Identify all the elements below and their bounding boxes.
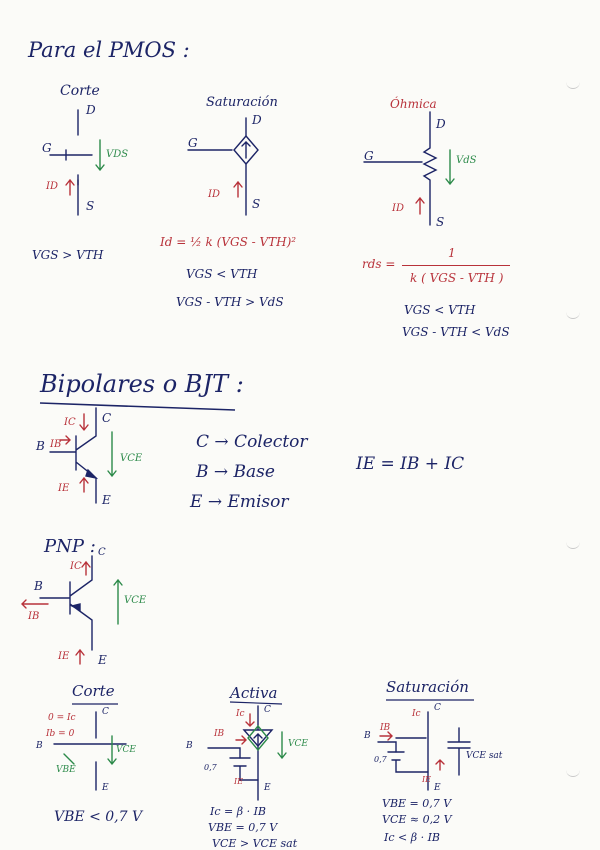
region-corte-b: B <box>36 741 43 751</box>
region-sat-vbe-val: 0,7 <box>374 755 387 764</box>
pmos-ohm-vds: VdS <box>456 155 477 166</box>
pmos-ohm-formula-lhs: rds = <box>362 257 396 271</box>
bjt-e: E <box>102 493 111 507</box>
region-activa-ic: Ic <box>236 709 245 719</box>
pmos-ohm-cond2: VGS - VTH < VdS <box>402 325 510 339</box>
region-activa-b: B <box>186 741 193 751</box>
pmos-title: Para el PMOS : <box>28 38 190 62</box>
bjt-b: B <box>36 439 45 453</box>
region-sat-vce: VCE sat <box>466 751 503 761</box>
region-activa-eq1: Ic = β · IB <box>210 805 266 818</box>
region-corte-c: C <box>102 707 109 717</box>
region-activa-c: C <box>264 705 271 715</box>
region-activa-vce: VCE <box>288 739 308 749</box>
pmos-corte-heading: Corte <box>60 83 100 99</box>
region-corte-vbe: VBE <box>56 765 76 775</box>
pmos-corte-g: G <box>42 141 52 155</box>
pmos-corte-condition: VGS > VTH <box>32 248 104 262</box>
pmos-sat-heading: Saturación <box>206 95 278 110</box>
region-activa-ib: IB <box>214 729 225 739</box>
pnp-b: B <box>34 579 43 593</box>
region-activa-ie: IE <box>234 777 243 786</box>
bjt-ie: IE <box>58 483 70 494</box>
bjt-legend-b: B → Base <box>196 462 275 482</box>
region-sat-c: C <box>434 703 441 713</box>
region-corte-ib-zero: Ib = 0 <box>46 729 75 739</box>
pmos-sat-id: ID <box>208 189 220 200</box>
pnp-ib: IB <box>28 611 40 622</box>
pnp-ie: IE <box>58 651 70 662</box>
pnp-vce: VCE <box>124 595 147 606</box>
pmos-ohm-formula-den: k ( VGS - VTH ) <box>410 271 504 285</box>
bjt-title: Bipolares o BJT : <box>40 370 244 398</box>
region-corte-ic-zero: 0 = Ic <box>48 713 76 723</box>
pmos-sat-cond2: VGS - VTH > VdS <box>176 295 284 309</box>
bjt-current-relation: IE = IB + IC <box>356 454 465 474</box>
pmos-ohm-g: G <box>364 149 374 163</box>
pmos-corte-id: ID <box>46 181 58 192</box>
region-sat-e: E <box>434 783 441 793</box>
bjt-legend-e: E → Emisor <box>190 492 289 512</box>
pmos-ohm-heading: Óhmica <box>390 97 437 111</box>
region-activa-heading: Activa <box>230 684 278 702</box>
pnp-e: E <box>98 653 107 667</box>
region-corte-condition: VBE < 0,7 V <box>54 809 143 825</box>
pmos-sat-g: G <box>188 136 198 150</box>
pmos-sat-d: D <box>252 113 262 127</box>
region-sat-b: B <box>364 731 371 741</box>
region-activa-vbe-val: 0,7 <box>204 763 217 772</box>
region-sat-eq2: VCE ≈ 0,2 V <box>382 813 452 826</box>
region-sat-ic: Ic <box>412 709 421 719</box>
bjt-vce: VCE <box>120 453 143 464</box>
region-sat-eq3: Ic < β · IB <box>384 831 440 844</box>
pmos-ohm-formula-num: 1 <box>448 246 456 260</box>
bjt-c: C <box>102 411 112 425</box>
region-corte-e: E <box>102 783 109 793</box>
region-sat-eq1: VBE = 0,7 V <box>382 797 452 810</box>
region-corte-heading: Corte <box>72 682 115 700</box>
pmos-sat-s: S <box>252 197 261 211</box>
region-sat-heading: Saturación <box>386 678 469 696</box>
pmos-corte-d: D <box>86 103 96 117</box>
pmos-corte-s: S <box>86 199 95 213</box>
region-activa-eq3: VCE > VCE sat <box>212 837 298 850</box>
pmos-corte-vds: VDS <box>106 149 129 160</box>
pmos-ohm-id: ID <box>392 203 404 214</box>
pmos-ohm-d: D <box>436 117 446 131</box>
pmos-sat-cond1: VGS < VTH <box>186 267 258 281</box>
region-sat-ib: IB <box>380 723 391 733</box>
bjt-ic: IC <box>64 417 76 428</box>
region-activa-eq2: VBE = 0,7 V <box>208 821 278 834</box>
pmos-ohm-s: S <box>436 215 445 229</box>
pnp-title: PNP : <box>44 536 96 557</box>
pmos-ohm-cond1: VGS < VTH <box>404 303 476 317</box>
region-activa-e: E <box>264 783 271 793</box>
bjt-legend-c: C → Colector <box>196 432 308 452</box>
pmos-ohm-fraction-bar <box>402 265 510 266</box>
bjt-ib: IB <box>50 439 62 450</box>
pnp-c: C <box>98 547 106 558</box>
region-corte-vce: VCE <box>116 745 136 755</box>
pmos-sat-formula: Id = ½ k (VGS - VTH)² <box>160 235 297 249</box>
pnp-ic: IC <box>70 561 82 572</box>
region-sat-ie: IE <box>422 775 431 784</box>
